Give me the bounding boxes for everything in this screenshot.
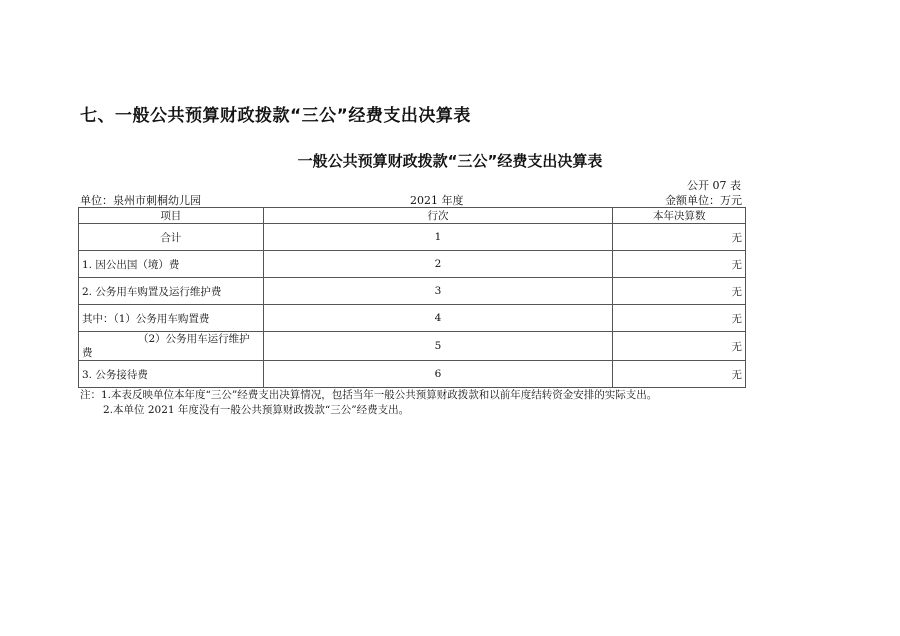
row-number: 2: [263, 251, 613, 278]
form-number: 公开 07 表: [687, 179, 741, 192]
table-row: [79, 251, 746, 278]
note-1: 注：1.本表反映单位本年度“三公”经费支出决算情况，包括当年一般公共预算财政拨款和以前年度结转资金安排的实际支出。: [80, 389, 658, 401]
row-number: 6: [263, 361, 613, 388]
row-item-line2: 费: [82, 347, 93, 359]
table-row: [79, 224, 746, 251]
table-notes: [80, 388, 657, 418]
row-amount: 无: [613, 361, 746, 388]
row-amount: 无: [613, 224, 746, 251]
table-meta-row: [80, 192, 742, 206]
table-row: [79, 332, 746, 361]
row-item: [79, 332, 264, 361]
table-title: 一般公共预算财政拨款“三公”经费支出决算表: [297, 152, 603, 170]
row-amount: 无: [613, 251, 746, 278]
row-item: 3. 公务接待费: [79, 361, 264, 388]
row-amount: 无: [613, 278, 746, 305]
row-item: 其中：（1）公务用车购置费: [79, 305, 264, 332]
row-item-line1: （2）公务用车运行维护: [138, 333, 250, 345]
expenditure-table: [78, 207, 746, 388]
col-header-amount: 本年决算数: [613, 208, 746, 224]
col-header-item: 项目: [79, 208, 264, 224]
row-item: 1. 因公出国（境）费: [79, 251, 264, 278]
fiscal-year: 2021 年度: [410, 194, 464, 207]
note-2: 2.本单位 2021 年度没有一般公共预算财政拨款“三公”经费支出。: [103, 404, 410, 416]
table-row: [79, 305, 746, 332]
col-header-row-no: 行次: [263, 208, 613, 224]
row-item: 合计: [79, 224, 264, 251]
reporting-unit: 单位：泉州市刺桐幼儿园: [80, 194, 201, 207]
row-number: 1: [263, 224, 613, 251]
table-header-row: [79, 208, 746, 224]
section-heading: 七、一般公共预算财政拨款“三公”经费支出决算表: [80, 106, 471, 126]
table-row: [79, 278, 746, 305]
table-row: [79, 361, 746, 388]
row-item: 2. 公务用车购置及运行维护费: [79, 278, 264, 305]
row-number: 3: [263, 278, 613, 305]
row-amount: 无: [613, 332, 746, 361]
row-amount: 无: [613, 305, 746, 332]
row-number: 4: [263, 305, 613, 332]
row-number: 5: [263, 332, 613, 361]
amount-unit: 金额单位：万元: [665, 194, 742, 207]
